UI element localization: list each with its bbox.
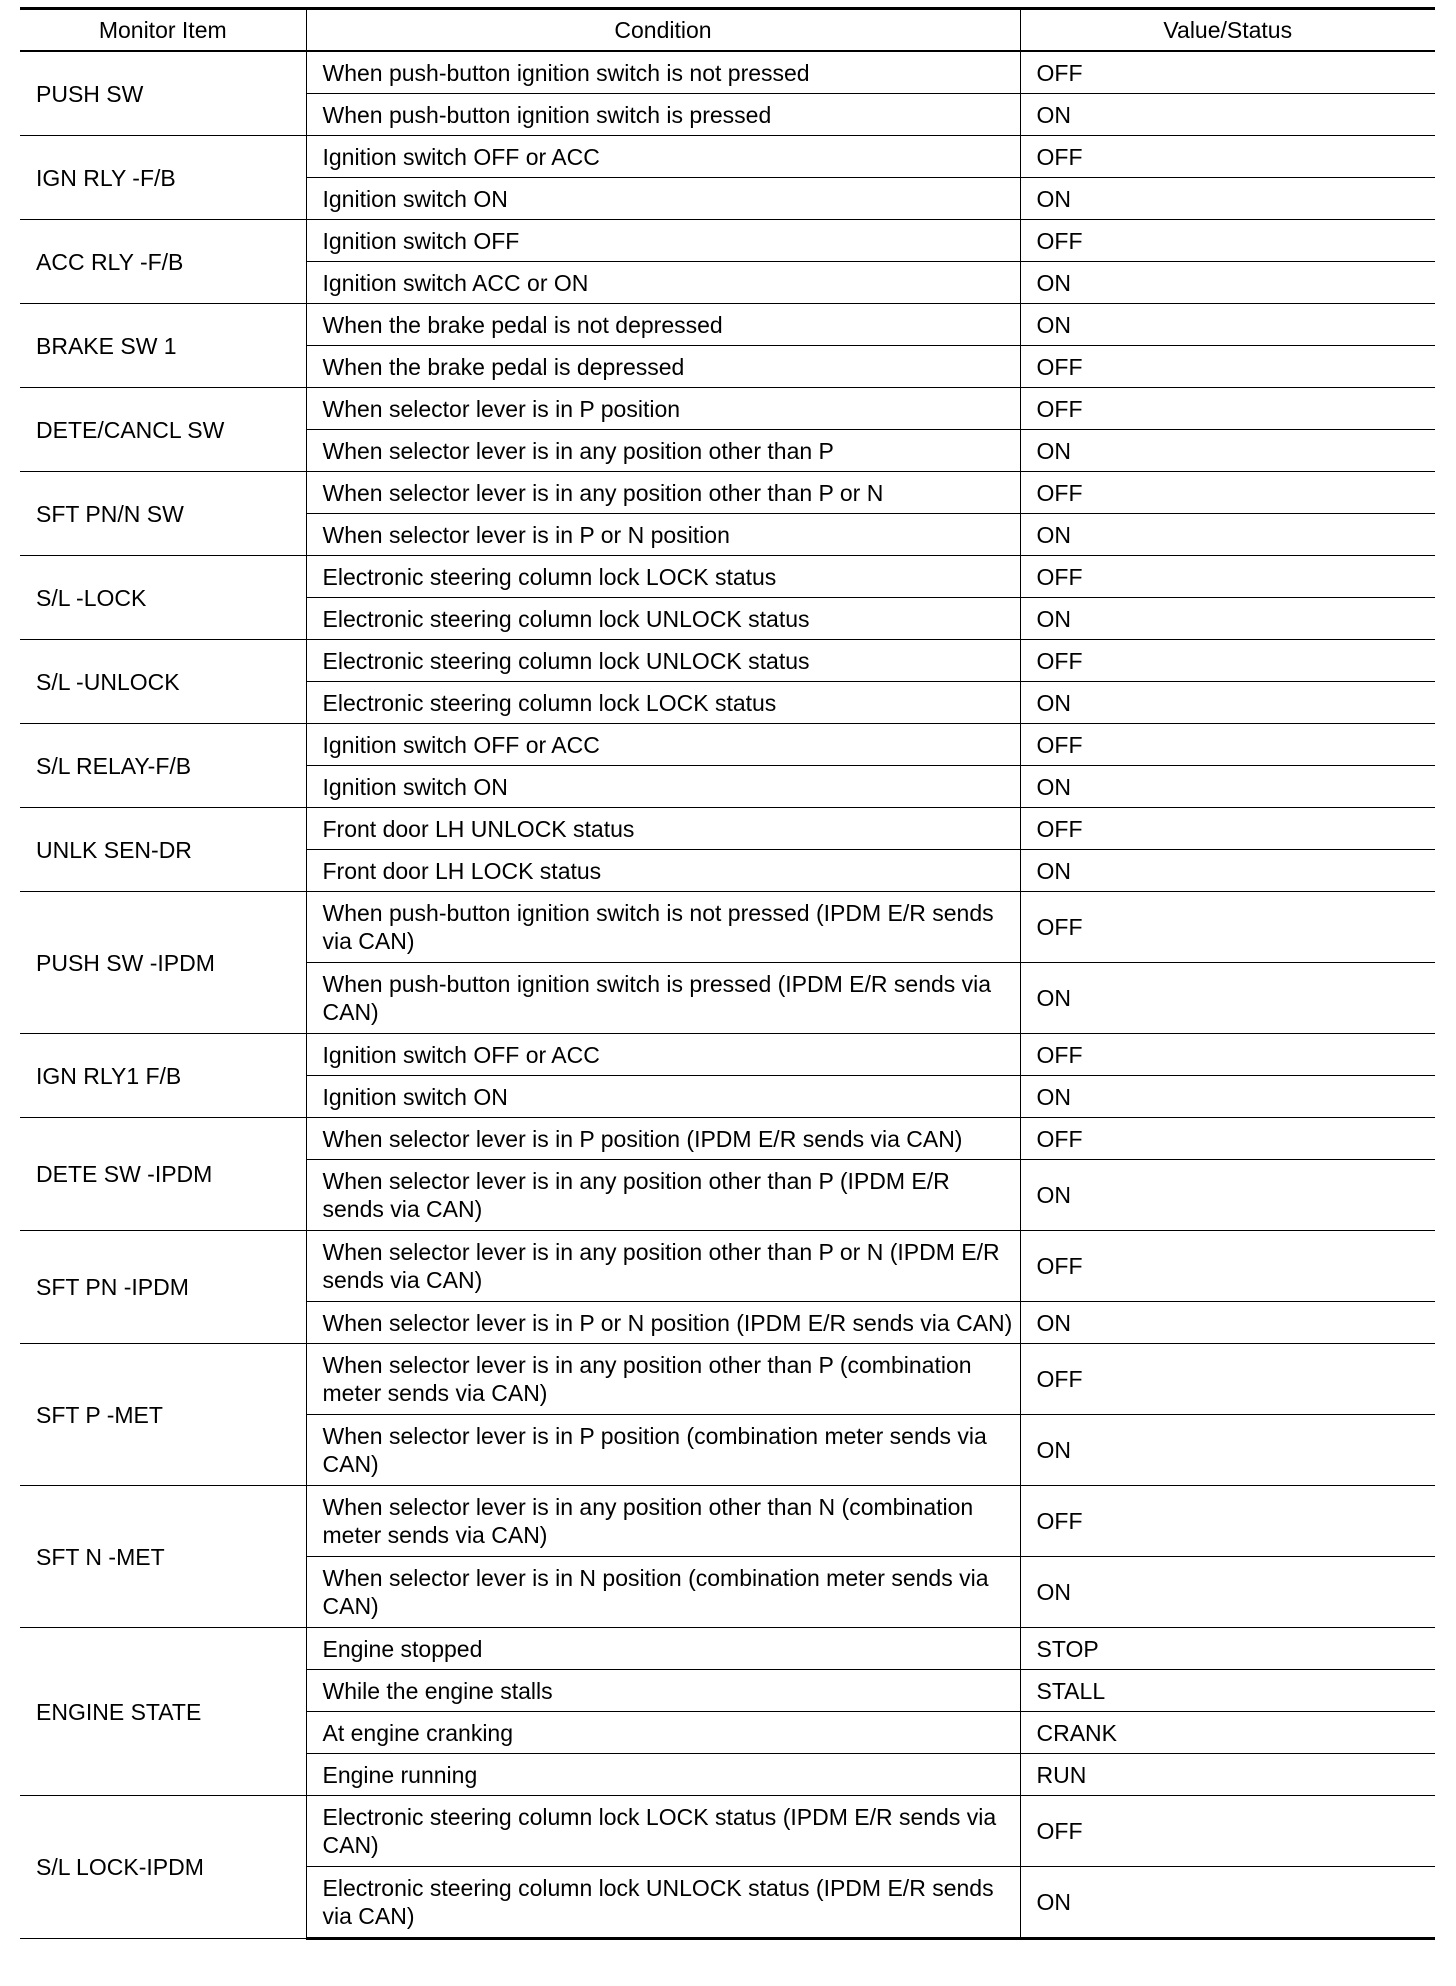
monitor-item-cell: S/L -LOCK	[20, 556, 306, 640]
value-status-cell: ON	[1020, 430, 1435, 472]
value-status-cell: OFF	[1020, 388, 1435, 430]
value-status-cell: OFF	[1020, 1231, 1435, 1302]
value-status-cell: OFF	[1020, 136, 1435, 178]
condition-cell: Ignition switch OFF or ACC	[306, 136, 1020, 178]
condition-cell: When push-button ignition switch is pressed (IPDM E/R sends via CAN)	[306, 963, 1020, 1034]
table-row	[20, 472, 1435, 514]
value-status-cell: OFF	[1020, 892, 1435, 963]
value-status-cell: OFF	[1020, 220, 1435, 262]
value-status-cell: STOP	[1020, 1628, 1435, 1670]
monitor-table	[20, 7, 1435, 1940]
condition-cell: When selector lever is in any position other than P (combination meter sends via CAN)	[306, 1344, 1020, 1415]
condition-cell: When push-button ignition switch is not pressed	[306, 51, 1020, 94]
monitor-item-cell: PUSH SW -IPDM	[20, 892, 306, 1034]
value-status-cell: ON	[1020, 262, 1435, 304]
monitor-item-cell: SFT PN -IPDM	[20, 1231, 306, 1344]
table-row	[20, 1231, 1435, 1302]
condition-cell: When push-button ignition switch is pressed	[306, 94, 1020, 136]
value-status-cell: OFF	[1020, 1344, 1435, 1415]
value-status-cell: ON	[1020, 963, 1435, 1034]
table-row	[20, 724, 1435, 766]
value-status-cell: ON	[1020, 1160, 1435, 1231]
value-status-cell: OFF	[1020, 808, 1435, 850]
value-status-cell: OFF	[1020, 640, 1435, 682]
value-status-cell: OFF	[1020, 556, 1435, 598]
value-status-cell: RUN	[1020, 1754, 1435, 1796]
monitor-item-cell: ENGINE STATE	[20, 1628, 306, 1796]
value-status-cell: OFF	[1020, 1796, 1435, 1867]
header-value-status: Value/Status	[1020, 9, 1435, 52]
condition-cell: Ignition switch OFF	[306, 220, 1020, 262]
value-status-cell: ON	[1020, 598, 1435, 640]
value-status-cell: ON	[1020, 1302, 1435, 1344]
condition-cell: While the engine stalls	[306, 1670, 1020, 1712]
condition-cell: When the brake pedal is not depressed	[306, 304, 1020, 346]
monitor-item-cell: DETE SW -IPDM	[20, 1118, 306, 1231]
condition-cell: When selector lever is in any position other than P or N	[306, 472, 1020, 514]
monitor-item-cell: S/L -UNLOCK	[20, 640, 306, 724]
monitor-item-cell: DETE/CANCL SW	[20, 388, 306, 472]
table-row	[20, 220, 1435, 262]
condition-cell: Ignition switch OFF or ACC	[306, 1034, 1020, 1076]
condition-cell: Electronic steering column lock LOCK status	[306, 556, 1020, 598]
value-status-cell: ON	[1020, 94, 1435, 136]
value-status-cell: ON	[1020, 178, 1435, 220]
value-status-cell: ON	[1020, 514, 1435, 556]
condition-cell: Electronic steering column lock UNLOCK status	[306, 598, 1020, 640]
table-row	[20, 640, 1435, 682]
condition-cell: When selector lever is in P or N position	[306, 514, 1020, 556]
monitor-item-cell: IGN RLY -F/B	[20, 136, 306, 220]
condition-cell: When selector lever is in any position other than P (IPDM E/R sends via CAN)	[306, 1160, 1020, 1231]
header-monitor-item: Monitor Item	[20, 9, 306, 52]
table-row	[20, 556, 1435, 598]
monitor-item-cell: SFT P -MET	[20, 1344, 306, 1486]
monitor-item-cell: IGN RLY1 F/B	[20, 1034, 306, 1118]
table-row	[20, 1344, 1435, 1415]
value-status-cell: ON	[1020, 850, 1435, 892]
table-header	[20, 9, 1435, 52]
condition-cell: When selector lever is in P position	[306, 388, 1020, 430]
value-status-cell: ON	[1020, 766, 1435, 808]
monitor-item-cell: ACC RLY -F/B	[20, 220, 306, 304]
condition-cell: Electronic steering column lock UNLOCK status	[306, 640, 1020, 682]
value-status-cell: OFF	[1020, 51, 1435, 94]
table-row	[20, 1034, 1435, 1076]
monitor-item-cell: SFT N -MET	[20, 1486, 306, 1628]
condition-cell: Engine running	[306, 1754, 1020, 1796]
value-status-cell: ON	[1020, 682, 1435, 724]
condition-cell: Engine stopped	[306, 1628, 1020, 1670]
table-row	[20, 51, 1435, 94]
condition-cell: When selector lever is in any position other than N (combination meter sends via CAN)	[306, 1486, 1020, 1557]
condition-cell: When the brake pedal is depressed	[306, 346, 1020, 388]
value-status-cell: OFF	[1020, 472, 1435, 514]
value-status-cell: OFF	[1020, 1034, 1435, 1076]
condition-cell: Ignition switch ACC or ON	[306, 262, 1020, 304]
table-row	[20, 136, 1435, 178]
monitor-item-cell: UNLK SEN-DR	[20, 808, 306, 892]
condition-cell: When selector lever is in any position other than P	[306, 430, 1020, 472]
condition-cell: Ignition switch OFF or ACC	[306, 724, 1020, 766]
condition-cell: When selector lever is in P or N position (IPDM E/R sends via CAN)	[306, 1302, 1020, 1344]
table-row	[20, 1118, 1435, 1160]
value-status-cell: OFF	[1020, 724, 1435, 766]
value-status-cell: STALL	[1020, 1670, 1435, 1712]
condition-cell: Ignition switch ON	[306, 766, 1020, 808]
condition-cell: Front door LH UNLOCK status	[306, 808, 1020, 850]
table-row	[20, 1628, 1435, 1670]
value-status-cell: OFF	[1020, 1118, 1435, 1160]
condition-cell: Electronic steering column lock LOCK status (IPDM E/R sends via CAN)	[306, 1796, 1020, 1867]
value-status-cell: OFF	[1020, 346, 1435, 388]
value-status-cell: OFF	[1020, 1486, 1435, 1557]
value-status-cell: ON	[1020, 1076, 1435, 1118]
condition-cell: Electronic steering column lock UNLOCK status (IPDM E/R sends via CAN)	[306, 1867, 1020, 1939]
header-row	[20, 9, 1435, 52]
condition-cell: Front door LH LOCK status	[306, 850, 1020, 892]
monitor-item-cell: BRAKE SW 1	[20, 304, 306, 388]
value-status-cell: CRANK	[1020, 1712, 1435, 1754]
condition-cell: When selector lever is in any position other than P or N (IPDM E/R sends via CAN)	[306, 1231, 1020, 1302]
condition-cell: When selector lever is in P position (combination meter sends via CAN)	[306, 1415, 1020, 1486]
value-status-cell: ON	[1020, 1557, 1435, 1628]
table-body	[20, 51, 1435, 1939]
header-condition: Condition	[306, 9, 1020, 52]
monitor-item-cell: S/L RELAY-F/B	[20, 724, 306, 808]
value-status-cell: ON	[1020, 1415, 1435, 1486]
table-row	[20, 1796, 1435, 1867]
monitor-item-cell: PUSH SW	[20, 51, 306, 136]
monitor-item-cell: SFT PN/N SW	[20, 472, 306, 556]
table-row	[20, 808, 1435, 850]
condition-cell: When push-button ignition switch is not pressed (IPDM E/R sends via CAN)	[306, 892, 1020, 963]
condition-cell: When selector lever is in P position (IPDM E/R sends via CAN)	[306, 1118, 1020, 1160]
table-row	[20, 388, 1435, 430]
table-row	[20, 1486, 1435, 1557]
condition-cell: At engine cranking	[306, 1712, 1020, 1754]
condition-cell: Ignition switch ON	[306, 178, 1020, 220]
table-row	[20, 304, 1435, 346]
condition-cell: Ignition switch ON	[306, 1076, 1020, 1118]
monitor-item-cell: S/L LOCK-IPDM	[20, 1796, 306, 1939]
value-status-cell: ON	[1020, 304, 1435, 346]
condition-cell: Electronic steering column lock LOCK status	[306, 682, 1020, 724]
table-row	[20, 892, 1435, 963]
condition-cell: When selector lever is in N position (combination meter sends via CAN)	[306, 1557, 1020, 1628]
value-status-cell: ON	[1020, 1867, 1435, 1939]
